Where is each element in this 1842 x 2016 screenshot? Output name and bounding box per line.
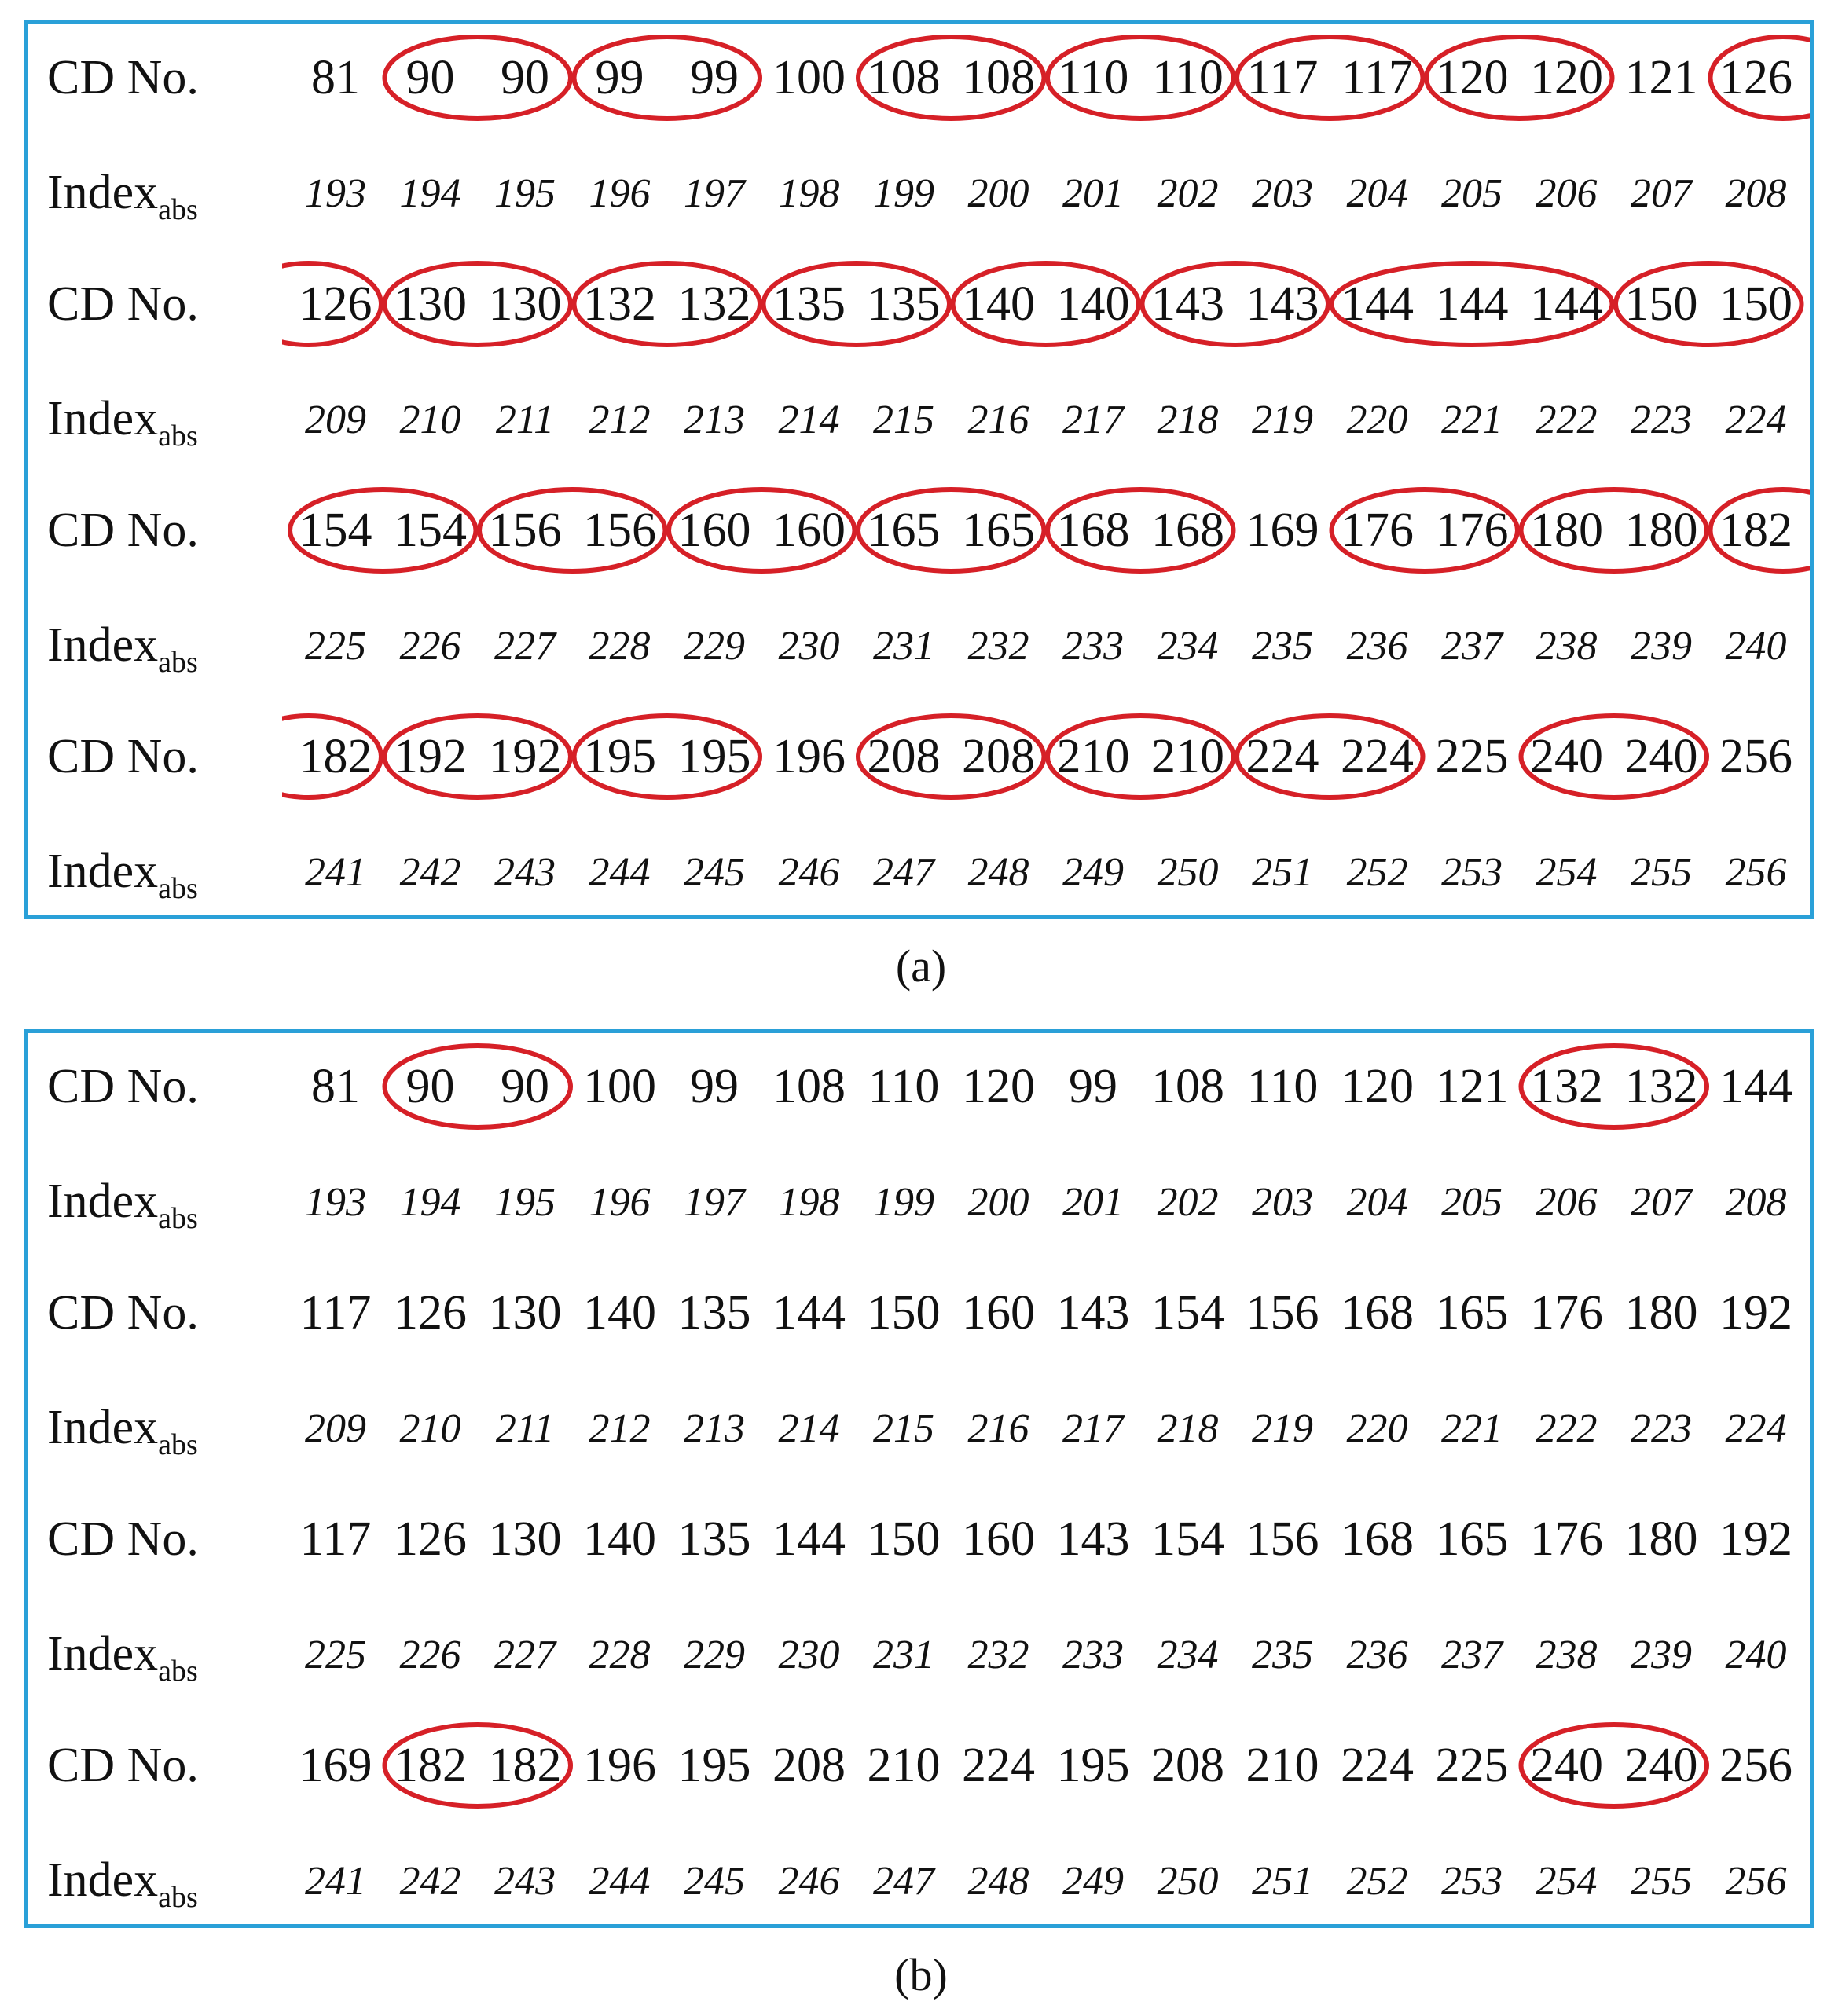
- cd-value: 195: [1056, 1739, 1130, 1792]
- index-value: 242: [399, 1859, 461, 1904]
- cd-value: 108: [867, 51, 941, 104]
- index-value: 208: [1725, 1180, 1787, 1225]
- cd-value: 144: [772, 1286, 846, 1340]
- cd-value: 195: [677, 1739, 751, 1792]
- caption-b: (b): [894, 1949, 948, 2000]
- index-value: 244: [589, 1859, 651, 1904]
- index-label: Index$_{abs}$: [47, 166, 198, 226]
- index-value: 256: [1725, 850, 1787, 895]
- index-value: 198: [778, 171, 840, 216]
- cd-value: 90: [501, 1060, 549, 1113]
- index-value: 196: [589, 1180, 651, 1225]
- index-value: 209: [305, 398, 366, 442]
- index-value: 230: [778, 624, 840, 669]
- cd-value: 110: [1246, 1060, 1319, 1113]
- index-value: 232: [967, 624, 1029, 669]
- index-value: 220: [1346, 1406, 1408, 1451]
- index-value: 205: [1441, 1180, 1503, 1225]
- cd-value: 180: [1624, 1512, 1698, 1566]
- index-value: 210: [399, 1406, 461, 1451]
- index-value: 214: [778, 1406, 840, 1451]
- cd-value: 126: [299, 277, 372, 331]
- index-value: 247: [873, 1859, 934, 1904]
- index-value: 197: [684, 171, 745, 216]
- cd-value: 168: [1056, 504, 1130, 557]
- index-value: 234: [1157, 624, 1219, 669]
- index-value: 215: [873, 398, 934, 442]
- index-value: 209: [305, 1406, 366, 1451]
- index-value: 244: [589, 850, 651, 895]
- index-value: 235: [1252, 624, 1313, 669]
- cd-value: 108: [772, 1060, 846, 1113]
- cd-value: 156: [488, 504, 562, 557]
- cd-value: 120: [962, 1060, 1035, 1113]
- index-value: 199: [873, 1180, 934, 1225]
- cd-value: 192: [394, 730, 467, 783]
- index-value: 245: [684, 1859, 745, 1904]
- cd-value: 140: [583, 1512, 656, 1566]
- cd-value: 154: [299, 504, 372, 557]
- cd-value: 117: [1341, 51, 1413, 104]
- index-value: 248: [967, 1859, 1029, 1904]
- index-value: 255: [1631, 1859, 1692, 1904]
- cd-value: 210: [1246, 1739, 1319, 1792]
- cd-value: 132: [583, 277, 656, 331]
- index-value: 208: [1725, 171, 1787, 216]
- cd-value: 160: [962, 1512, 1035, 1566]
- index-value: 221: [1441, 1406, 1503, 1451]
- cd-value: 208: [772, 1739, 846, 1792]
- index-value: 220: [1346, 398, 1408, 442]
- cd-value: 99: [690, 51, 739, 104]
- cd-value: 224: [1341, 1739, 1414, 1792]
- cd-value: 165: [867, 504, 941, 557]
- cd-value: 135: [677, 1286, 751, 1340]
- index-value: 252: [1346, 850, 1408, 895]
- index-value: 225: [305, 624, 366, 669]
- index-value: 256: [1725, 1859, 1787, 1904]
- index-value: 250: [1157, 850, 1219, 895]
- cd-value: 144: [1341, 277, 1414, 331]
- index-value: 210: [399, 398, 461, 442]
- index-value: 226: [399, 624, 461, 669]
- cd-value: 225: [1435, 1739, 1509, 1792]
- cd-value: 176: [1435, 504, 1509, 557]
- cd-value: 176: [1530, 1512, 1603, 1566]
- index-value: 202: [1157, 1180, 1219, 1225]
- panel-b: [24, 1029, 1814, 1928]
- panel-a: [24, 20, 1814, 919]
- index-value: 212: [589, 398, 651, 442]
- index-value: 240: [1725, 1633, 1787, 1677]
- index-value: 223: [1631, 398, 1692, 442]
- index-value: 202: [1157, 171, 1219, 216]
- cd-value: 110: [868, 1060, 940, 1113]
- cd-label: CD No.: [47, 1060, 199, 1113]
- cd-value: 225: [1435, 730, 1509, 783]
- index-value: 253: [1441, 1859, 1503, 1904]
- index-value: 216: [967, 1406, 1029, 1451]
- index-value: 200: [967, 171, 1029, 216]
- index-value: 193: [305, 171, 366, 216]
- index-value: 253: [1441, 850, 1503, 895]
- cd-value: 182: [1719, 504, 1792, 557]
- index-label: Index$_{abs}$: [47, 1401, 198, 1461]
- cd-label: CD No.: [47, 277, 199, 331]
- cd-value: 126: [394, 1512, 467, 1566]
- index-value: 195: [494, 171, 556, 216]
- cd-value: 165: [962, 504, 1035, 557]
- index-value: 227: [494, 1633, 556, 1677]
- cd-value: 160: [677, 504, 751, 557]
- cd-value: 99: [595, 51, 644, 104]
- index-value: 225: [305, 1633, 366, 1677]
- cd-value: 210: [1151, 730, 1224, 783]
- index-value: 218: [1157, 1406, 1219, 1451]
- cd-value: 135: [772, 277, 846, 331]
- cd-value: 150: [867, 1286, 941, 1340]
- cd-value: 196: [583, 1739, 656, 1792]
- index-value: 250: [1157, 1859, 1219, 1904]
- index-value: 233: [1062, 1633, 1124, 1677]
- cd-value: 256: [1719, 1739, 1792, 1792]
- cd-value: 143: [1246, 277, 1319, 331]
- index-value: 215: [873, 1406, 934, 1451]
- cd-value: 182: [488, 1739, 562, 1792]
- index-value: 204: [1346, 1180, 1408, 1225]
- cd-value: 208: [1151, 1739, 1224, 1792]
- index-label: Index$_{abs}$: [47, 1175, 198, 1235]
- cd-label: CD No.: [47, 504, 199, 557]
- index-value: 242: [399, 850, 461, 895]
- cd-value: 240: [1624, 730, 1698, 783]
- index-value: 247: [873, 850, 934, 895]
- cd-value: 150: [1719, 277, 1792, 331]
- cd-value: 110: [1152, 51, 1224, 104]
- index-value: 201: [1062, 1180, 1124, 1225]
- cd-label: CD No.: [47, 730, 199, 783]
- index-value: 239: [1631, 624, 1692, 669]
- index-value: 243: [494, 1859, 556, 1904]
- cd-value: 143: [1151, 277, 1224, 331]
- index-value: 236: [1346, 1633, 1408, 1677]
- index-value: 249: [1062, 1859, 1124, 1904]
- index-value: 254: [1536, 850, 1598, 895]
- index-value: 201: [1062, 171, 1124, 216]
- index-value: 211: [495, 1406, 555, 1451]
- cd-value: 240: [1530, 1739, 1603, 1792]
- index-value: 246: [778, 850, 840, 895]
- index-value: 226: [399, 1633, 461, 1677]
- index-value: 216: [967, 398, 1029, 442]
- cd-value: 81: [311, 1060, 360, 1113]
- cd-value: 144: [1530, 277, 1603, 331]
- index-value: 251: [1252, 850, 1313, 895]
- cd-value: 144: [1435, 277, 1509, 331]
- index-value: 252: [1346, 1859, 1408, 1904]
- cd-value: 140: [962, 277, 1035, 331]
- cd-value: 196: [772, 730, 846, 783]
- index-value: 222: [1536, 398, 1598, 442]
- cd-value: 210: [867, 1739, 941, 1792]
- cd-value: 130: [488, 277, 562, 331]
- index-value: 233: [1062, 624, 1124, 669]
- index-value: 254: [1536, 1859, 1598, 1904]
- index-value: 249: [1062, 850, 1124, 895]
- index-label: Index$_{abs}$: [47, 1627, 198, 1688]
- index-value: 193: [305, 1180, 366, 1225]
- caption-a: (a): [895, 940, 947, 992]
- index-value: 206: [1536, 1180, 1598, 1225]
- cd-value: 165: [1435, 1286, 1509, 1340]
- cd-value: 143: [1056, 1286, 1130, 1340]
- cd-value: 90: [501, 51, 549, 104]
- index-value: 248: [967, 850, 1029, 895]
- cd-value: 176: [1341, 504, 1414, 557]
- cd-value: 117: [299, 1512, 372, 1566]
- cd-value: 160: [962, 1286, 1035, 1340]
- cd-value: 100: [583, 1060, 656, 1113]
- cd-value: 192: [1719, 1512, 1792, 1566]
- index-value: 218: [1157, 398, 1219, 442]
- index-value: 203: [1252, 171, 1313, 216]
- index-value: 198: [778, 1180, 840, 1225]
- cd-value: 156: [1246, 1512, 1319, 1566]
- index-value: 214: [778, 398, 840, 442]
- cd-value: 150: [1624, 277, 1698, 331]
- cd-value: 256: [1719, 730, 1792, 783]
- index-value: 212: [589, 1406, 651, 1451]
- index-value: 194: [399, 171, 461, 216]
- index-value: 219: [1252, 1406, 1313, 1451]
- cd-value: 192: [488, 730, 562, 783]
- cd-value: 240: [1624, 1739, 1698, 1792]
- cd-value: 224: [1246, 730, 1319, 783]
- cd-value: 144: [772, 1512, 846, 1566]
- cd-value: 140: [583, 1286, 656, 1340]
- cd-value: 169: [299, 1739, 372, 1792]
- index-value: 246: [778, 1859, 840, 1904]
- index-value: 224: [1725, 398, 1787, 442]
- cd-value: 150: [867, 1512, 941, 1566]
- cd-value: 165: [1435, 1512, 1509, 1566]
- cd-label: CD No.: [47, 1739, 199, 1792]
- cd-value: 126: [394, 1286, 467, 1340]
- cd-value: 195: [677, 730, 751, 783]
- index-value: 251: [1252, 1859, 1313, 1904]
- index-label: Index$_{abs}$: [47, 618, 198, 679]
- cd-value: 121: [1624, 51, 1698, 104]
- cd-value: 208: [867, 730, 941, 783]
- index-value: 243: [494, 850, 556, 895]
- index-value: 194: [399, 1180, 461, 1225]
- cd-value: 240: [1530, 730, 1603, 783]
- cd-value: 140: [1056, 277, 1130, 331]
- index-label: Index$_{abs}$: [47, 1853, 198, 1914]
- index-value: 241: [305, 1859, 366, 1904]
- cd-value: 108: [1151, 1060, 1224, 1113]
- index-value: 228: [589, 1633, 651, 1677]
- cd-value: 224: [1341, 730, 1414, 783]
- cd-value: 182: [299, 730, 372, 783]
- index-value: 213: [684, 1406, 745, 1451]
- index-value: 217: [1062, 398, 1124, 442]
- cd-value: 121: [1435, 1060, 1509, 1113]
- cd-value: 180: [1624, 1286, 1698, 1340]
- cd-value: 156: [583, 504, 656, 557]
- index-value: 195: [494, 1180, 556, 1225]
- cd-value: 126: [1719, 51, 1792, 104]
- cd-label: CD No.: [47, 1512, 199, 1566]
- cd-value: 130: [488, 1512, 562, 1566]
- index-value: 245: [684, 850, 745, 895]
- index-value: 221: [1441, 398, 1503, 442]
- index-value: 241: [305, 850, 366, 895]
- index-value: 239: [1631, 1633, 1692, 1677]
- cd-value: 117: [1246, 51, 1319, 104]
- cd-value: 120: [1341, 1060, 1414, 1113]
- cd-value: 130: [394, 277, 467, 331]
- index-label: Index$_{abs}$: [47, 392, 198, 453]
- index-value: 203: [1252, 1180, 1313, 1225]
- index-value: 228: [589, 624, 651, 669]
- panel-b-diagram: [28, 1033, 1810, 1924]
- cd-value: 182: [394, 1739, 467, 1792]
- panel-a-diagram: [28, 24, 1810, 915]
- cd-value: 192: [1719, 1286, 1792, 1340]
- cd-value: 154: [1151, 1286, 1224, 1340]
- cd-value: 132: [1624, 1060, 1698, 1113]
- cd-value: 180: [1624, 504, 1698, 557]
- index-value: 230: [778, 1633, 840, 1677]
- cd-value: 130: [488, 1286, 562, 1340]
- index-value: 227: [494, 624, 556, 669]
- cd-value: 224: [962, 1739, 1035, 1792]
- index-value: 217: [1062, 1406, 1124, 1451]
- index-value: 231: [873, 1633, 934, 1677]
- index-value: 237: [1441, 1633, 1503, 1677]
- cd-value: 168: [1341, 1286, 1414, 1340]
- index-value: 224: [1725, 1406, 1787, 1451]
- cd-value: 168: [1151, 504, 1224, 557]
- index-value: 237: [1441, 624, 1503, 669]
- index-value: 204: [1346, 171, 1408, 216]
- cd-value: 210: [1056, 730, 1130, 783]
- cd-value: 100: [772, 51, 846, 104]
- index-value: 196: [589, 171, 651, 216]
- cd-value: 90: [405, 51, 455, 104]
- cd-value: 144: [1719, 1060, 1792, 1113]
- cd-value: 160: [772, 504, 846, 557]
- cd-value: 99: [690, 1060, 739, 1113]
- index-value: 213: [684, 398, 745, 442]
- cd-label: CD No.: [47, 51, 199, 104]
- index-value: 232: [967, 1633, 1029, 1677]
- index-value: 238: [1536, 624, 1598, 669]
- cd-value: 132: [677, 277, 751, 331]
- cd-value: 208: [962, 730, 1035, 783]
- cd-value: 156: [1246, 1286, 1319, 1340]
- index-value: 236: [1346, 624, 1408, 669]
- cd-label: CD No.: [47, 1286, 199, 1340]
- index-value: 219: [1252, 398, 1313, 442]
- cd-value: 143: [1056, 1512, 1130, 1566]
- cd-value: 120: [1435, 51, 1509, 104]
- index-value: 211: [495, 398, 555, 442]
- index-value: 234: [1157, 1633, 1219, 1677]
- index-value: 223: [1631, 1406, 1692, 1451]
- cd-value: 108: [962, 51, 1035, 104]
- cd-value: 169: [1246, 504, 1319, 557]
- index-value: 207: [1631, 171, 1692, 216]
- index-value: 240: [1725, 624, 1787, 669]
- cd-value: 176: [1530, 1286, 1603, 1340]
- cd-value: 135: [677, 1512, 751, 1566]
- index-value: 229: [684, 1633, 745, 1677]
- index-value: 235: [1252, 1633, 1313, 1677]
- cd-value: 99: [1069, 1060, 1117, 1113]
- index-value: 199: [873, 171, 934, 216]
- cd-value: 180: [1530, 504, 1603, 557]
- index-value: 206: [1536, 171, 1598, 216]
- index-value: 231: [873, 624, 934, 669]
- index-value: 238: [1536, 1633, 1598, 1677]
- cd-value: 120: [1530, 51, 1603, 104]
- cd-value: 81: [311, 51, 360, 104]
- cd-value: 154: [394, 504, 467, 557]
- index-label: Index$_{abs}$: [47, 845, 198, 905]
- cd-value: 154: [1151, 1512, 1224, 1566]
- cd-value: 168: [1341, 1512, 1414, 1566]
- cd-value: 195: [583, 730, 656, 783]
- index-value: 205: [1441, 171, 1503, 216]
- cd-value: 90: [405, 1060, 455, 1113]
- index-value: 200: [967, 1180, 1029, 1225]
- index-value: 222: [1536, 1406, 1598, 1451]
- index-value: 255: [1631, 850, 1692, 895]
- index-value: 197: [684, 1180, 745, 1225]
- index-value: 229: [684, 624, 745, 669]
- cd-value: 110: [1057, 51, 1129, 104]
- index-value: 207: [1631, 1180, 1692, 1225]
- cd-value: 132: [1530, 1060, 1603, 1113]
- cd-value: 117: [299, 1286, 372, 1340]
- cd-value: 135: [867, 277, 941, 331]
